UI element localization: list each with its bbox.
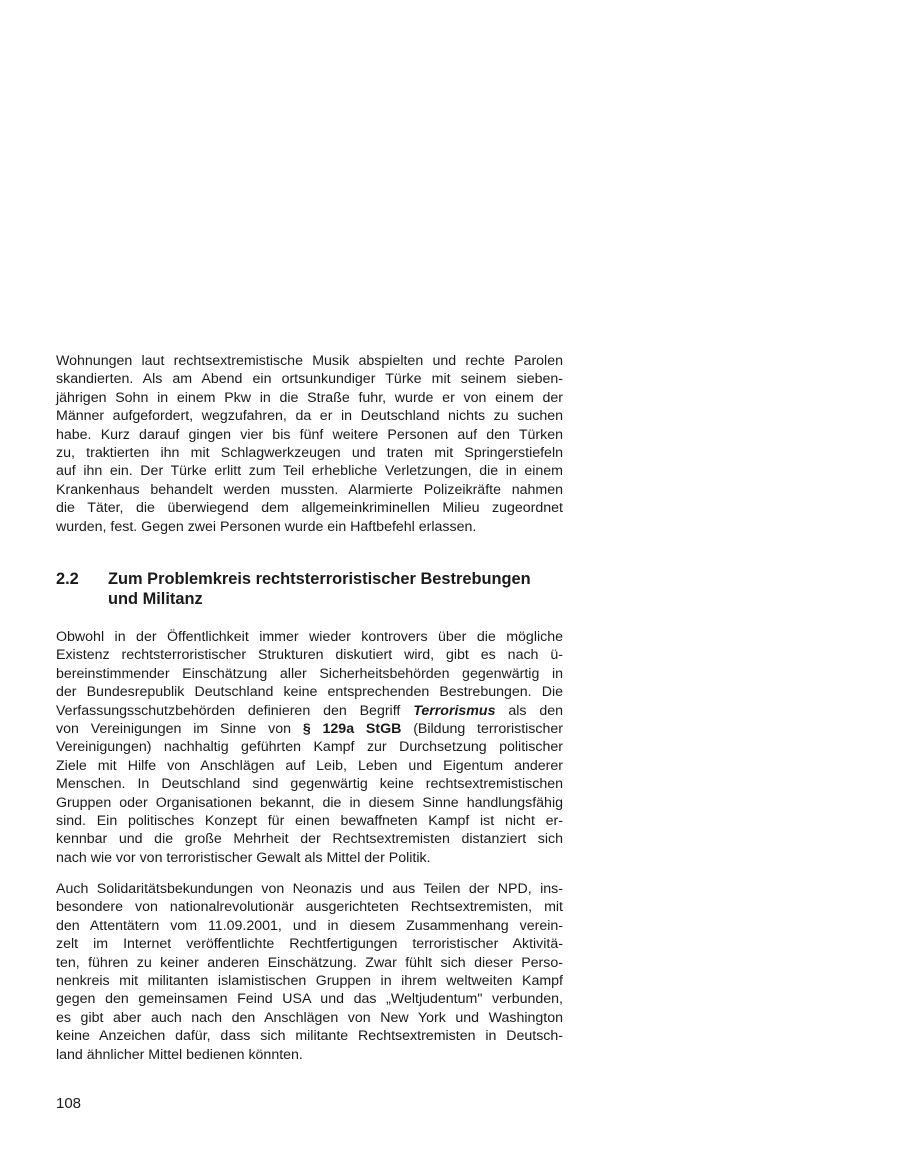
paragraph-line: zelt im Internet veröffentlichte Rechtfertigungen terroristischer Aktivitä- [56, 936, 563, 953]
paragraph-line: zu, traktierten ihn mit Schlagwerkzeugen und traten mit Springerstiefeln [56, 445, 563, 462]
paragraph-line: Gruppen oder Organisationen bekannt, die in diesem Sinne handlungsfähig [56, 794, 563, 811]
paragraph-line: gegen den gemeinsamen Feind USA und das „Weltjudentum" verbunden, [56, 991, 563, 1008]
paragraph-line: jährigen Sohn in einem Pkw in die Straße fuhr, wurde er von einem der [56, 389, 563, 406]
paragraph-line: sind. Ein politisches Konzept für einen bewaffneten Kampf ist nicht er- [56, 813, 563, 830]
paragraph-line: nach wie vor von terroristischer Gewalt als Mittel der Politik. [56, 849, 431, 866]
paragraph-line: Ziele mit Hilfe von Anschlägen auf Leib, Leben und Eigentum anderer [56, 757, 563, 774]
paragraph-line: der Bundesrepublik Deutschland keine entsprechenden Bestrebungen. Die [56, 684, 563, 701]
text-fragment: als den [495, 702, 563, 719]
paragraph-line: die Täter, die überwiegend dem allgemeinkriminellen Milieu zugeordnet [56, 500, 563, 517]
paragraph-line: es gibt aber auch nach den Anschlägen von New York und Washington [56, 1009, 563, 1026]
paragraph-line: den Attentätern vom 11.09.2001, und in diesem Zusammenhang verein- [56, 917, 563, 934]
paragraph-line: habe. Kurz darauf gingen vier bis fünf weitere Personen auf den Türken [56, 426, 563, 443]
paragraph-line: keine Anzeichen dafür, dass sich militante Rechtsextremisten in Deutsch- [56, 1028, 563, 1045]
paragraph-line: Männer aufgefordert, wegzufahren, da er in Deutschland nichts zu suchen [56, 408, 563, 425]
paragraph-line: auf ihn ein. Der Türke erlitt zum Teil erhebliche Verletzungen, die in einem [56, 463, 563, 480]
paragraph-line: ten, führen zu keiner anderen Einschätzung. Zwar fühlt sich dieser Perso- [56, 954, 563, 971]
paragraph-line: Obwohl in der Öffentlichkeit immer wieder kontrovers über die mögliche [56, 629, 563, 645]
paragraph-line: bereinstimmender Einschätzung aller Sicherheitsbehörden gegenwärtig in [56, 665, 563, 682]
paragraph-line: skandierten. Als am Abend ein ortsunkundiger Türke mit seinem sieben- [56, 371, 563, 388]
text-fragment: von Vereinigungen im Sinne von [56, 721, 303, 738]
paragraph-solidarity-statements [56, 880, 563, 1064]
text-fragment: Verfassungsschutzbehörden definieren den Begriff [56, 702, 414, 719]
paragraph-line: Menschen. In Deutschland sind gegenwärtig keine rechtsextremistischen [56, 776, 563, 793]
paragraph-line: land ähnlicher Mittel bedienen könnten. [56, 1046, 303, 1063]
paragraph-line: kennbar und die große Mehrheit der Rechtsextremisten distanziert sich [56, 831, 563, 848]
paragraph-line: Vereinigungen) nachhaltig geführten Kampf zur Durchsetzung politischer [56, 739, 563, 756]
paragraph-line: Auch Solidaritätsbekundungen von Neonazis und aus Teilen der NPD, ins- [56, 881, 563, 897]
paragraph-line: Wohnungen laut rechtsextremistische Musik abspielten und rechte Parolen [56, 353, 563, 369]
text-fragment: (Bildung terroristischer [401, 721, 563, 738]
paragraph-terrorism-definition [56, 628, 563, 867]
section-number: 2.2 [56, 570, 79, 588]
paragraph-line: nenkreis mit militanten islamistischen Gruppen in ihrem weltweiten Kampf [56, 973, 563, 990]
section-title-line: Zum Problemkreis rechtsterroristischer Bestrebungen [108, 570, 531, 588]
paragraph-line [56, 720, 563, 738]
paragraph-incident-report [56, 352, 563, 536]
paragraph-line: besondere von nationalrevolutionär ausgerichteten Rechtsextremisten, mit [56, 899, 563, 916]
paragraph-line: Existenz rechtsterroristischer Strukturen diskutiert wird, gibt es nach ü- [56, 647, 563, 664]
paragraph-line: wurden, fest. Gegen zwei Personen wurde ein Haftbefehl erlassen. [56, 518, 477, 535]
term-paragraph-129a: § 129a StGB [302, 721, 402, 738]
paragraph-line: Krankenhaus behandelt werden mussten. Alarmierte Polizeikräfte nahmen [56, 481, 563, 498]
term-terrorismus: Terrorismus [413, 702, 496, 719]
section-title [108, 569, 568, 609]
section-title-line: und Militanz [108, 590, 203, 608]
page-number: 108 [56, 1095, 82, 1112]
paragraph-line [56, 702, 563, 720]
